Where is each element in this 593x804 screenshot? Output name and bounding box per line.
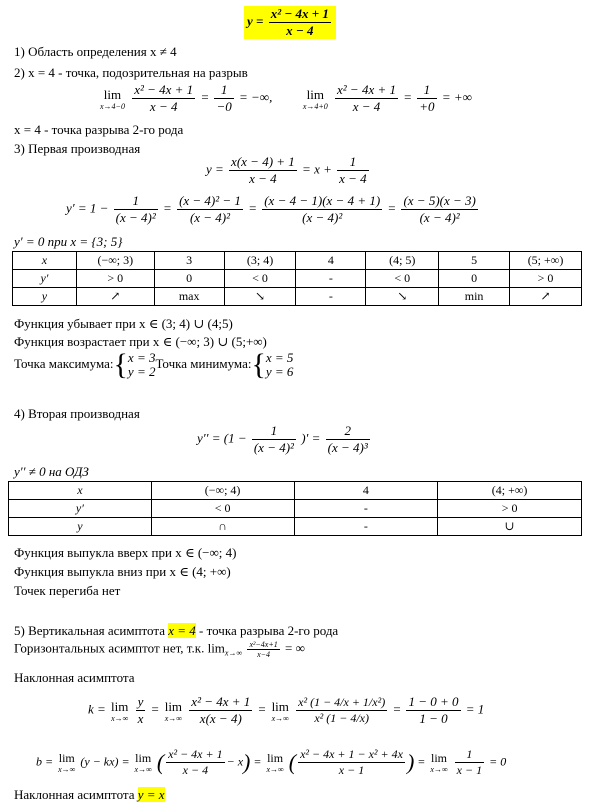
limit-right: lim x→4+0 (302, 86, 328, 111)
function-rewrite: y = $\frac{x(x - 4) + 1}{x - 4}$ = x + $\frac{1}{x - 4}$ (206, 154, 367, 186)
monotonicity-table (12, 251, 582, 306)
break-point-text: x = 4 - точка разрыва 2-го рода (14, 122, 184, 137)
title-lhs: y = (247, 13, 264, 29)
k-equation: k = lim x→∞ $\frac{y}{x}$ = lim x→∞ $\frac{\text{x² − 4x + 1}}{x(x - 4)}$ = lim x→∞ $\frac{\text{x² (1 − 4/x + 1/x²)}}{\text{x² (1 − 4/x)}}$ = $\frac{1 - 0 + 0}{1 - 0}$ = 1 (88, 694, 485, 726)
table-cell: (−∞; 4) (151, 482, 294, 500)
table-cell: > 0 (438, 500, 582, 518)
limit-left-fraction: $\frac{\text{x² − 4x + 1}}{x - 4}$ (134, 82, 194, 114)
table-cell: - (294, 500, 438, 518)
table-cell: max (154, 288, 224, 306)
table-cell: - (294, 518, 438, 536)
vertical-asymptote-highlight: x = 4 (168, 623, 196, 638)
section-2: 2) x = 4 - точка, подозрительная на разрыв (14, 65, 248, 80)
table-cell: y′ (9, 500, 152, 518)
title-fraction (269, 6, 331, 39)
table-cell: - (296, 270, 366, 288)
section-5: 5) Вертикальная асимптота x = 4 - точка разрыва 2-го рода (14, 623, 339, 638)
table-cell: y′ (13, 270, 77, 288)
horizontal-asymptote-text: Горизонтальных асимптот нет, т.к. $\lim_{x\to\infty}$ $\frac{\text{x²−4x+1}}{x-4}$ = ∞ (14, 640, 305, 659)
table-row (9, 500, 582, 518)
table-row (13, 270, 582, 288)
table-cell: > 0 (510, 270, 582, 288)
table-cell: y (9, 518, 152, 536)
table-cell: 0 (154, 270, 224, 288)
max-label: Точка максимума: (14, 355, 114, 371)
table-cell: < 0 (224, 270, 296, 288)
oblique-label: Наклонная асимптота (14, 670, 135, 685)
convex-down-text: Функция выпукла вниз при x ∈ (4; +∞) (14, 564, 231, 579)
table-cell: ∩ (151, 518, 294, 536)
increasing-text: Функция возрастает при x ∈ (−∞; 3) ∪ (5;+∞) (14, 334, 267, 349)
limit-right-value: $\frac{1}{+0}$ (419, 82, 435, 114)
convexity-table (8, 481, 582, 536)
title-denominator: x − 4 (269, 22, 331, 39)
table-cell: > 0 (76, 270, 154, 288)
table-cell: ∪ (438, 518, 582, 536)
table-row (13, 288, 582, 306)
table-cell: min (439, 288, 510, 306)
section-3: 3) Первая производная (14, 141, 141, 156)
second-derivative: y′′ = (1 − $\frac{1}{\text{(x − 4)²}}$ )′ = $\frac{2}{\text{(x − 4)³}}$ (197, 423, 368, 455)
decreasing-text: Функция убывает при x ∈ (3; 4) ∪ (4;5) (14, 316, 233, 331)
table-cell: ↘ (366, 288, 439, 306)
table-row (9, 518, 582, 536)
no-inflection-text: Точек перегиба нет (14, 583, 121, 598)
table-cell: - (296, 288, 366, 306)
section-4: 4) Вторая производная (14, 406, 140, 421)
table-cell: 4 (294, 482, 438, 500)
table-cell: y (13, 288, 77, 306)
second-derivative-nonzero: y′′ ≠ 0 на ОДЗ (14, 464, 89, 479)
table-cell: 0 (439, 270, 510, 288)
table-cell: ↗ (510, 288, 582, 306)
title-numerator: x² − 4x + 1 (270, 6, 329, 21)
table-cell: x (9, 482, 152, 500)
table-cell: (4; +∞) (438, 482, 582, 500)
table-row (9, 482, 582, 500)
limit-left: lim x→4−0 (100, 86, 125, 111)
table-cell: 3 (154, 252, 224, 270)
oblique-final: Наклонная асимптота y = x (14, 787, 165, 802)
table-cell: (−∞; 3) (76, 252, 154, 270)
table-cell: (3; 4) (224, 252, 296, 270)
table-cell: 5 (439, 252, 510, 270)
section-1: 1) Область определения x ≠ 4 (14, 44, 177, 59)
table-cell: (4; 5) (366, 252, 439, 270)
page-title (244, 6, 336, 39)
oblique-asymptote-highlight: y = x (137, 787, 165, 802)
limits-row: lim x→4−0 $\frac{\text{x² − 4x + 1}}{x - 4}$ = $\frac{1}{-0}$ = −∞, lim x→4+0 $\frac{\text{x² − 4x + 1}}{x - 4}$ = $\frac{1}{+0}$ = +∞ (100, 82, 472, 114)
table-cell: x (13, 252, 77, 270)
derivative-zero: y′ = 0 при x = {3; 5} (14, 234, 123, 249)
table-cell: < 0 (151, 500, 294, 518)
table-cell: < 0 (366, 270, 439, 288)
limit-right-fraction: $\frac{\text{x² − 4x + 1}}{x - 4}$ (337, 82, 396, 114)
table-cell: 4 (296, 252, 366, 270)
limit-left-value: $\frac{1}{-0}$ (216, 82, 232, 114)
convex-up-text: Функция выпукла вверх при x ∈ (−∞; 4) (14, 545, 237, 560)
table-row (13, 252, 582, 270)
table-cell: ↘ (224, 288, 296, 306)
table-cell: ↗ (76, 288, 154, 306)
extrema-line: Точка максимума:{ x = 3 y = 2 Точка минимума:{ x = 5 y = 6 (14, 348, 294, 381)
first-derivative: y′ = 1 − $\frac{1}{\text{(x − 4)²}}$ = $\frac{\text{(x − 4)² − 1}}{\text{(x − 4)²}}$ = $\frac{(x - 4 - 1)(x - 4 + 1)}{\text{(x − 4)²}}$ = $\frac{(x - 5)(x - 3)}{\text{(x − 4)²}}$ (66, 193, 476, 225)
min-label: Точка минимума: (155, 355, 252, 371)
table-cell: (5; +∞) (510, 252, 582, 270)
b-equation: b = lim x→∞ (y − kx) = lim x→∞ ( $\frac{\text{x² − 4x + 1}}{x - 4}$ − x) = lim x→∞ ( $\frac{\text{x² − 4x + 1 − x² + 4x}}{x - 1}$ ) = lim x→∞ $\frac{1}{x - 1}$ = 0 (36, 747, 507, 777)
